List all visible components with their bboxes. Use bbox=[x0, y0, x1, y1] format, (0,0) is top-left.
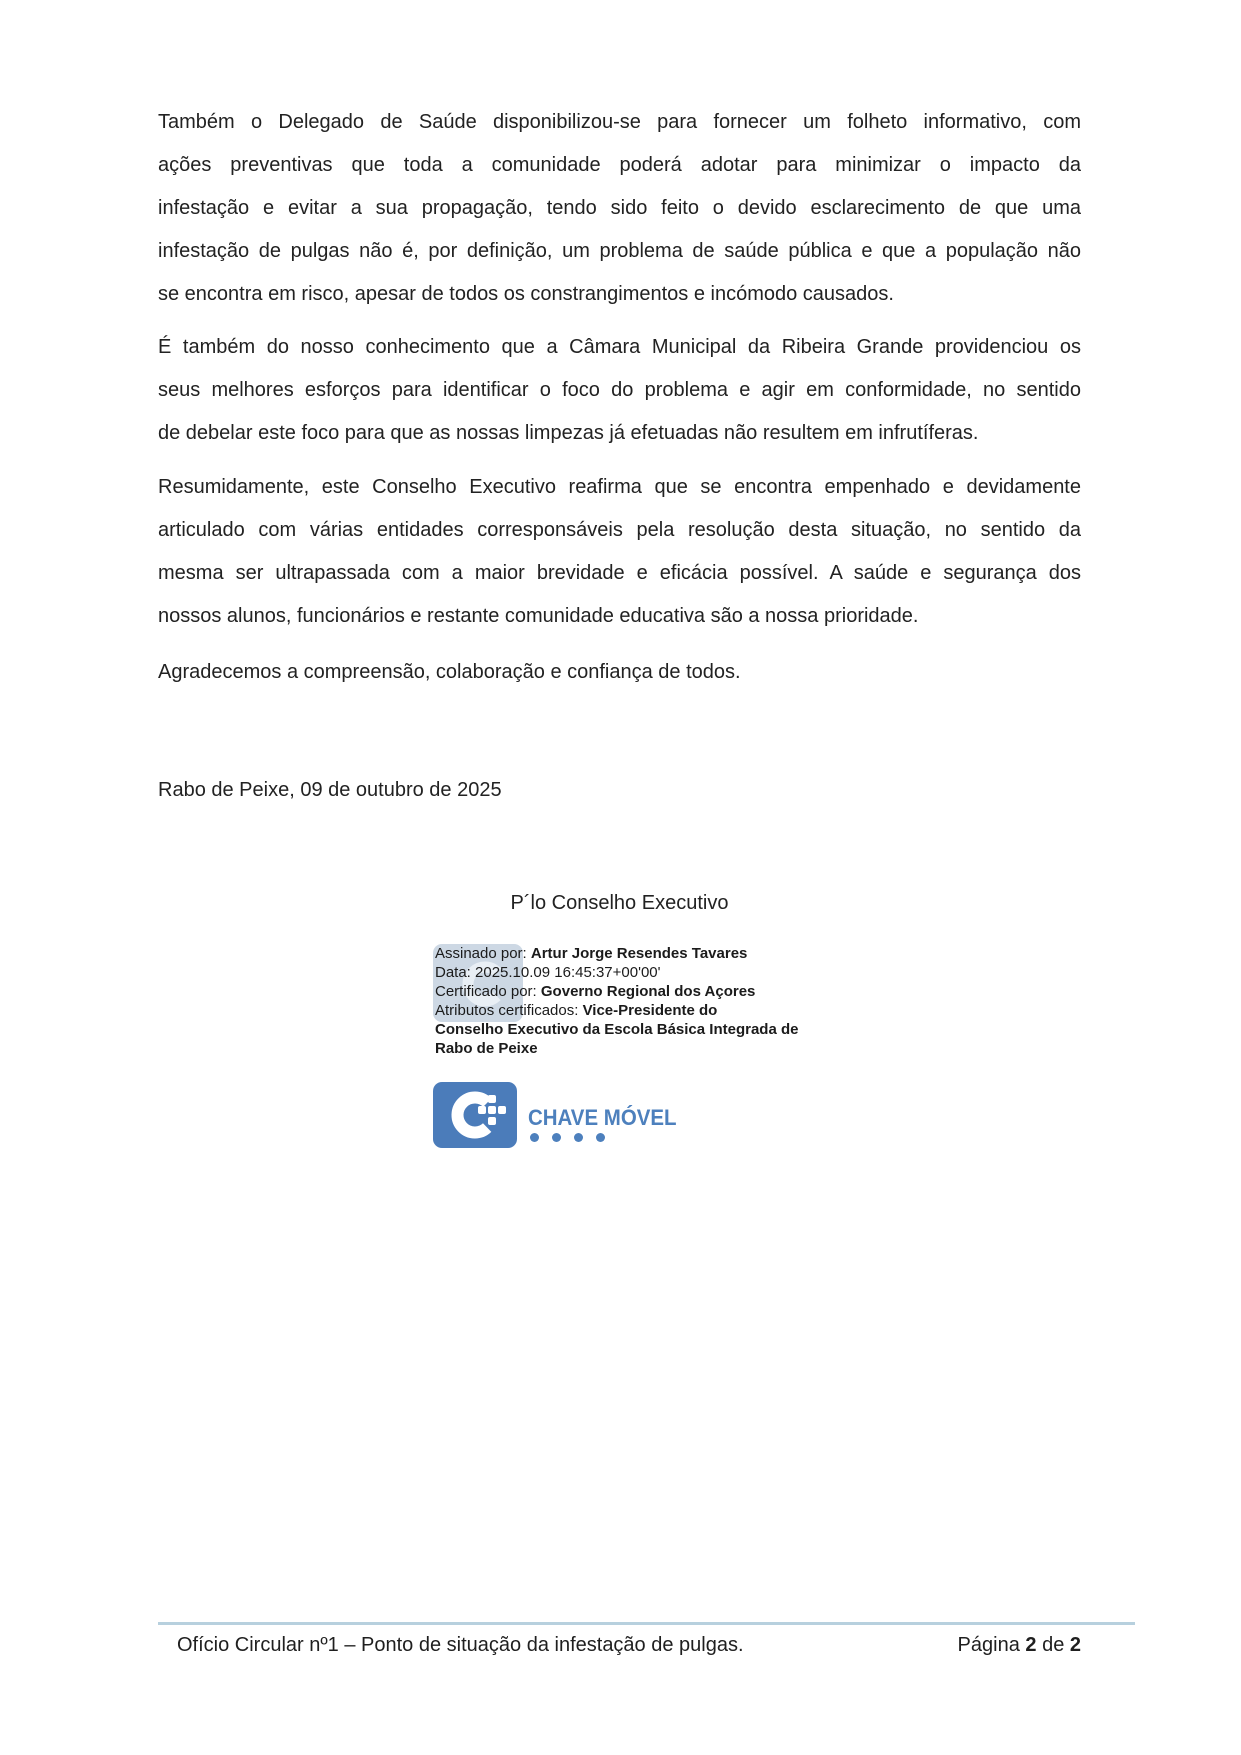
chave-movel-icon bbox=[433, 1082, 517, 1148]
text-line: É também do nosso conhecimento que a Câmara Municipal da Ribeira Grande providenciou os bbox=[158, 336, 1081, 358]
footer-page-number bbox=[958, 1631, 1081, 1659]
brand-dot-icon bbox=[596, 1133, 605, 1142]
signature-line bbox=[435, 1039, 825, 1058]
signature-value: Artur Jorge Resendes Tavares bbox=[530, 945, 748, 962]
signature-value: Conselho Executivo da Escola Básica Integrada de bbox=[435, 1021, 799, 1038]
signature-line bbox=[435, 963, 825, 982]
signature-label: Certificado por: bbox=[435, 983, 541, 1000]
paragraph bbox=[158, 651, 1081, 694]
chave-movel-dots bbox=[530, 1133, 605, 1142]
signature-value: Vice-Presidente do bbox=[582, 1002, 718, 1019]
text-line: articulado com várias entidades corresponsáveis pela resolução desta situação, no sentido da bbox=[158, 519, 1081, 541]
footer bbox=[177, 1631, 1081, 1659]
signature-line bbox=[435, 1020, 825, 1039]
footer-page-total: 2 bbox=[1069, 1634, 1081, 1656]
signature-line bbox=[435, 1001, 825, 1020]
footer-rule bbox=[158, 1622, 1135, 1625]
paragraph bbox=[158, 101, 1081, 316]
footer-page-current: 2 bbox=[1025, 1634, 1037, 1656]
text-line: Resumidamente, este Conselho Executivo reafirma que se encontra empenhado e devidamente bbox=[158, 476, 1081, 498]
signature-label: Assinado por: bbox=[435, 945, 531, 962]
text-line: mesma ser ultrapassada com a maior brevidade e eficácia possível. A saúde e segurança dos bbox=[158, 562, 1081, 584]
signature-value: Governo Regional dos Açores bbox=[540, 983, 756, 1000]
text-line: seus melhores esforços para identificar o foco do problema e agir em conformidade, no sentido bbox=[158, 379, 1081, 401]
footer-left-text: Ofício Circular nº1 – Ponto de situação da infestação de pulgas. bbox=[177, 1634, 744, 1656]
paragraph bbox=[158, 466, 1081, 638]
chave-movel-wordmark: CHAVE MÓVEL bbox=[528, 1105, 677, 1130]
text-line: ações preventivas que toda a comunidade poderá adotar para minimizar o impacto da bbox=[158, 154, 1081, 176]
signature-line bbox=[435, 982, 825, 1001]
digital-signature-block bbox=[435, 944, 825, 1058]
brand-dot-icon bbox=[574, 1133, 583, 1142]
footer-page-mid: de bbox=[1036, 1634, 1070, 1656]
text-line: Também o Delegado de Saúde disponibilizou-se para fornecer um folheto informativo, com bbox=[158, 111, 1081, 133]
signature-line bbox=[435, 944, 825, 963]
text-line: de debelar este foco para que as nossas limpezas já efetuadas não resultem em infrutíferas. bbox=[158, 422, 979, 444]
paragraph bbox=[158, 326, 1081, 455]
signature-label: Atributos certificados: bbox=[435, 1002, 583, 1019]
text-line: infestação de pulgas não é, por definição, um problema de saúde pública e que a população não bbox=[158, 240, 1081, 262]
signoff-line: P´lo Conselho Executivo bbox=[510, 892, 729, 914]
signature-value: Rabo de Peixe bbox=[435, 1040, 538, 1057]
place-date-line: Rabo de Peixe, 09 de outubro de 2025 bbox=[158, 779, 502, 801]
brand-dot-icon bbox=[552, 1133, 561, 1142]
footer-page-prefix: Página bbox=[957, 1634, 1026, 1656]
brand-dot-icon bbox=[530, 1133, 539, 1142]
text-line: infestação e evitar a sua propagação, tendo sido feito o devido esclarecimento de que uma bbox=[158, 197, 1081, 219]
text-line: se encontra em risco, apesar de todos os constrangimentos e incómodo causados. bbox=[158, 283, 894, 305]
signature-label: Data: 2025.10.09 16:45:37+00'00' bbox=[435, 964, 661, 981]
text-line: Agradecemos a compreensão, colaboração e confiança de todos. bbox=[158, 661, 741, 683]
text-line: nossos alunos, funcionários e restante comunidade educativa são a nossa prioridade. bbox=[158, 605, 919, 627]
